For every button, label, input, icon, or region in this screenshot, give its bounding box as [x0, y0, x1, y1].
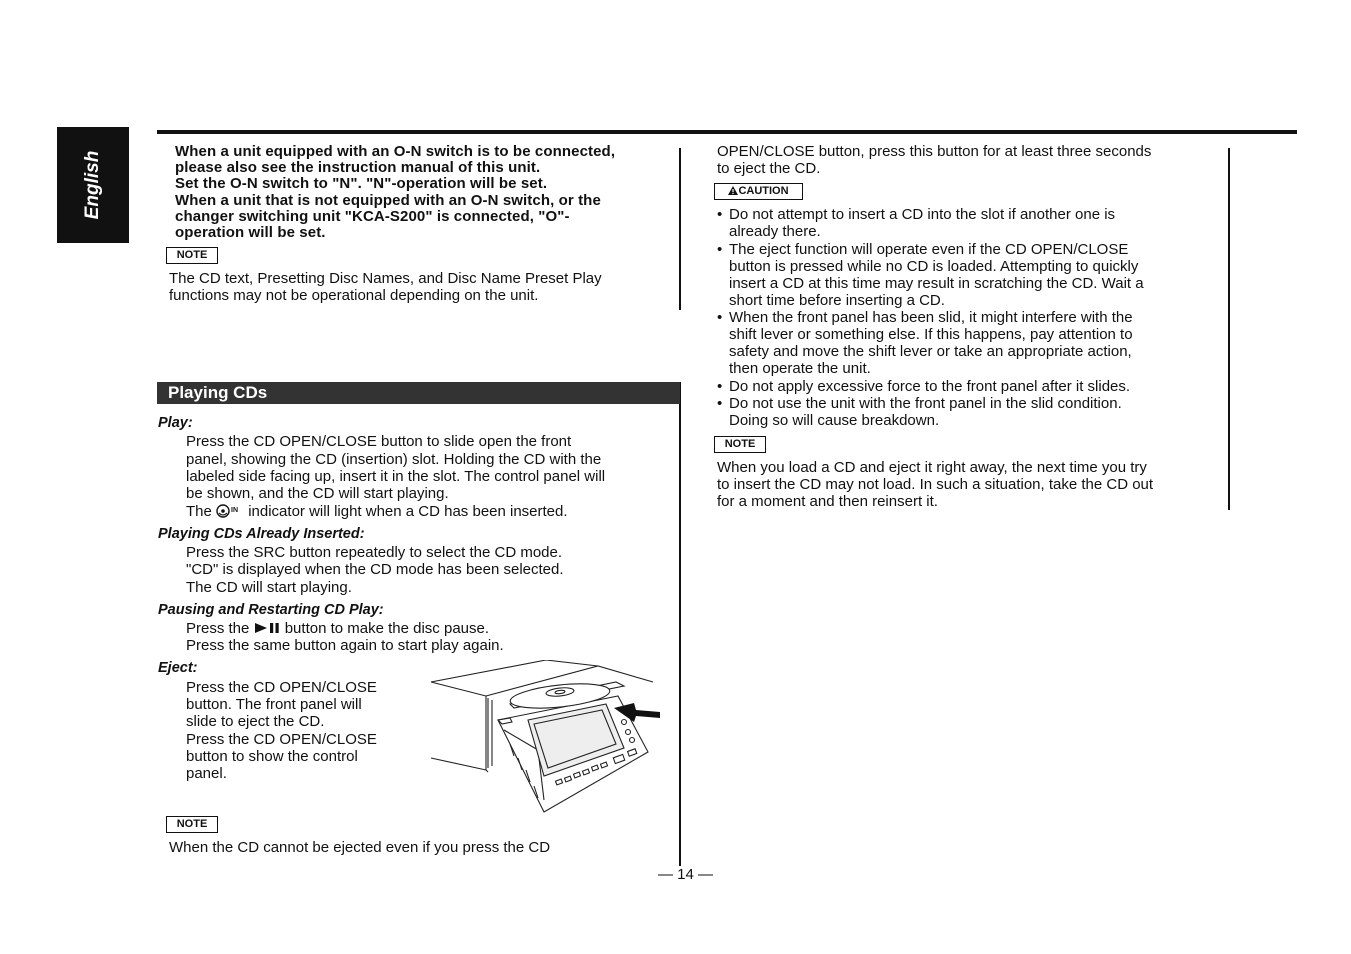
pausing-line-2: Press the same button again to start play again.	[186, 637, 504, 654]
eject-text: slide to eject the CD.	[186, 713, 325, 730]
caution-item	[717, 206, 1144, 240]
continued-text: OPEN/CLOSE button, press this button for at least three seconds	[717, 143, 1152, 160]
play-text: Press the CD OPEN/CLOSE button to slide open the front	[186, 433, 572, 450]
disc-in-icon	[216, 504, 244, 518]
continued-text: to eject the CD.	[717, 160, 821, 177]
intro-line: When a unit that is not equipped with an O-N switch, or the	[175, 192, 601, 209]
caution-label: CAUTION	[738, 185, 789, 197]
already-inserted-heading: Playing CDs Already Inserted:	[158, 526, 365, 542]
caution-item	[717, 395, 1144, 429]
right-column-divider	[1228, 148, 1230, 510]
note-text: The CD text, Presetting Disc Names, and Disc Name Preset Play	[169, 270, 602, 287]
intro-line: operation will be set.	[175, 224, 326, 241]
note-label: NOTE	[166, 816, 218, 833]
caution-item-line: Do not apply excessive force to the front panel after it slides.	[729, 377, 1131, 395]
language-tab-label: English	[82, 150, 103, 220]
eject-text: button. The front panel will	[186, 696, 362, 713]
eject-text: button to show the control	[186, 748, 358, 765]
already-inserted-text: Press the SRC button repeatedly to select the CD mode.	[186, 544, 563, 561]
svg-text:IN: IN	[231, 507, 239, 514]
pausing-heading: Pausing and Restarting CD Play:	[158, 602, 384, 618]
pausing-prefix: Press the	[186, 620, 250, 637]
caution-item	[717, 309, 1144, 377]
caution-item	[717, 241, 1144, 309]
eject-text: Press the CD OPEN/CLOSE	[186, 679, 377, 696]
intro-line: When a unit equipped with an O-N switch is to be connected,	[175, 143, 616, 160]
caution-item-line: button is pressed while no CD is loaded. Attempting to quickly	[729, 257, 1139, 275]
play-indicator-line	[186, 503, 568, 520]
play-indicator-prefix: The	[186, 503, 212, 520]
cd-eject-illustration	[428, 660, 664, 816]
caution-item-line: Doing so will cause breakdown.	[729, 412, 940, 429]
caution-item-line: already there.	[729, 223, 821, 240]
play-text: be shown, and the CD will start playing.	[186, 485, 449, 502]
intro-line: please also see the instruction manual of this unit.	[175, 159, 541, 176]
caution-item-line: then operate the unit.	[729, 360, 871, 377]
caution-item-line: When the front panel has been slid, it might interfere with the	[729, 309, 1133, 326]
note-label: NOTE	[166, 247, 218, 264]
right-note-text: to insert the CD may not load. In such a situation, take the CD out	[717, 476, 1154, 493]
left-column-divider-bottom	[679, 382, 681, 866]
caution-item-line: insert a CD at this time may result in scratching the CD. Wait a	[729, 274, 1144, 292]
eject-text: Press the CD OPEN/CLOSE	[186, 731, 377, 748]
intro-line: changer switching unit "KCA-S200" is connected, "O"-	[175, 208, 570, 225]
caution-item-line: short time before inserting a CD.	[729, 291, 945, 309]
intro-line: Set the O-N switch to "N". "N"-operation will be set.	[175, 175, 548, 192]
pausing-suffix: button to make the disc pause.	[284, 620, 490, 637]
play-heading: Play:	[158, 415, 193, 431]
pausing-line-1	[186, 620, 489, 637]
caution-label-box	[714, 183, 803, 200]
play-text: labeled side facing up, insert it in the slot. The control panel will	[186, 468, 606, 485]
section-title: Playing CDs	[168, 383, 268, 402]
already-inserted-text: The CD will start playing.	[186, 579, 352, 596]
caution-item-line: Do not use the unit with the front panel in the slid condition.	[729, 395, 1122, 412]
eject-note-text: When the CD cannot be ejected even if you press the CD	[169, 839, 551, 856]
eject-heading: Eject:	[158, 660, 198, 676]
warning-triangle-icon	[728, 186, 738, 195]
section-heading-bar	[157, 382, 680, 404]
caution-item	[717, 378, 1144, 395]
eject-text: panel.	[186, 765, 227, 782]
top-rule	[157, 130, 1297, 134]
left-column-divider-top	[679, 148, 681, 310]
page-number: — 14 —	[658, 866, 714, 883]
caution-item-line: shift lever or something else. If this happens, pay attention to	[729, 326, 1133, 343]
note-label: NOTE	[714, 436, 766, 453]
already-inserted-text: "CD" is displayed when the CD mode has been selected.	[186, 561, 564, 578]
play-pause-icon	[254, 622, 281, 634]
caution-item-line: The eject function will operate even if the CD OPEN/CLOSE	[729, 240, 1129, 258]
language-tab	[57, 127, 129, 243]
play-text: panel, showing the CD (insertion) slot. Holding the CD with the	[186, 451, 602, 468]
right-note-text: for a moment and then reinsert it.	[717, 493, 938, 510]
caution-item-line: safety and move the shift lever or take an appropriate action,	[729, 343, 1132, 360]
caution-list	[717, 206, 1144, 429]
caution-item-line: Do not attempt to insert a CD into the slot if another one is	[729, 206, 1116, 223]
play-indicator-suffix: indicator will light when a CD has been inserted.	[248, 503, 568, 520]
right-note-text: When you load a CD and eject it right away, the next time you try	[717, 459, 1147, 476]
note-text: functions may not be operational depending on the unit.	[169, 287, 539, 304]
